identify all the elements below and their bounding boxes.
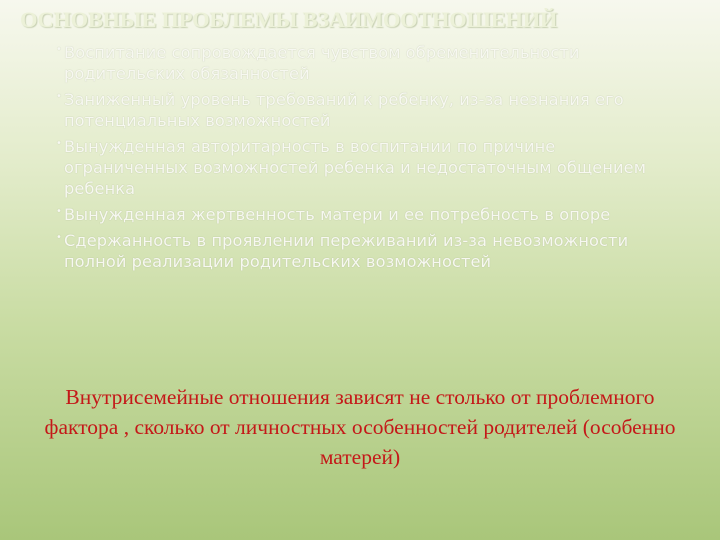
slide-title: ОСНОВНЫЕ ПРОБЛЕМЫ ВЗАИМООТНОШЕНИЙ (20, 7, 558, 32)
bullet-text: Сдержанность в проявлении переживаний из-за невозможности полной реализации родительских возможностей (64, 231, 629, 271)
bullet-item (58, 230, 678, 272)
bullet-list (58, 42, 678, 277)
bullet-item (58, 89, 678, 131)
bullet-item (58, 204, 678, 225)
bullet-item (58, 136, 678, 199)
bullet-dot-icon: • (56, 91, 62, 102)
bullet-text: Воспитание сопровождается чувством обременительности родительских обязанностей (64, 43, 580, 83)
bullet-text: Вынужденная жертвенность матери и ее потребность в опоре (64, 205, 611, 224)
bullet-dot-icon: • (56, 206, 62, 217)
bullet-dot-icon: • (56, 232, 62, 243)
bullet-dot-icon: • (56, 44, 62, 55)
conclusion-text: Внутрисемейные отношения зависят не столько от проблемного фактора , сколько от личностных особенностей родителей (особенно матерей) (44, 385, 676, 469)
bullet-text: Заниженный уровень требований к ребенку, из-за незнания его потенциальных возможностей (64, 90, 624, 130)
bullet-dot-icon: • (56, 138, 62, 149)
bullet-text: Вынужденная авторитарность в воспитании по причине ограниченных возможностей ребенка и недостаточным общением ребенка (64, 137, 647, 198)
bullet-item (58, 42, 678, 84)
